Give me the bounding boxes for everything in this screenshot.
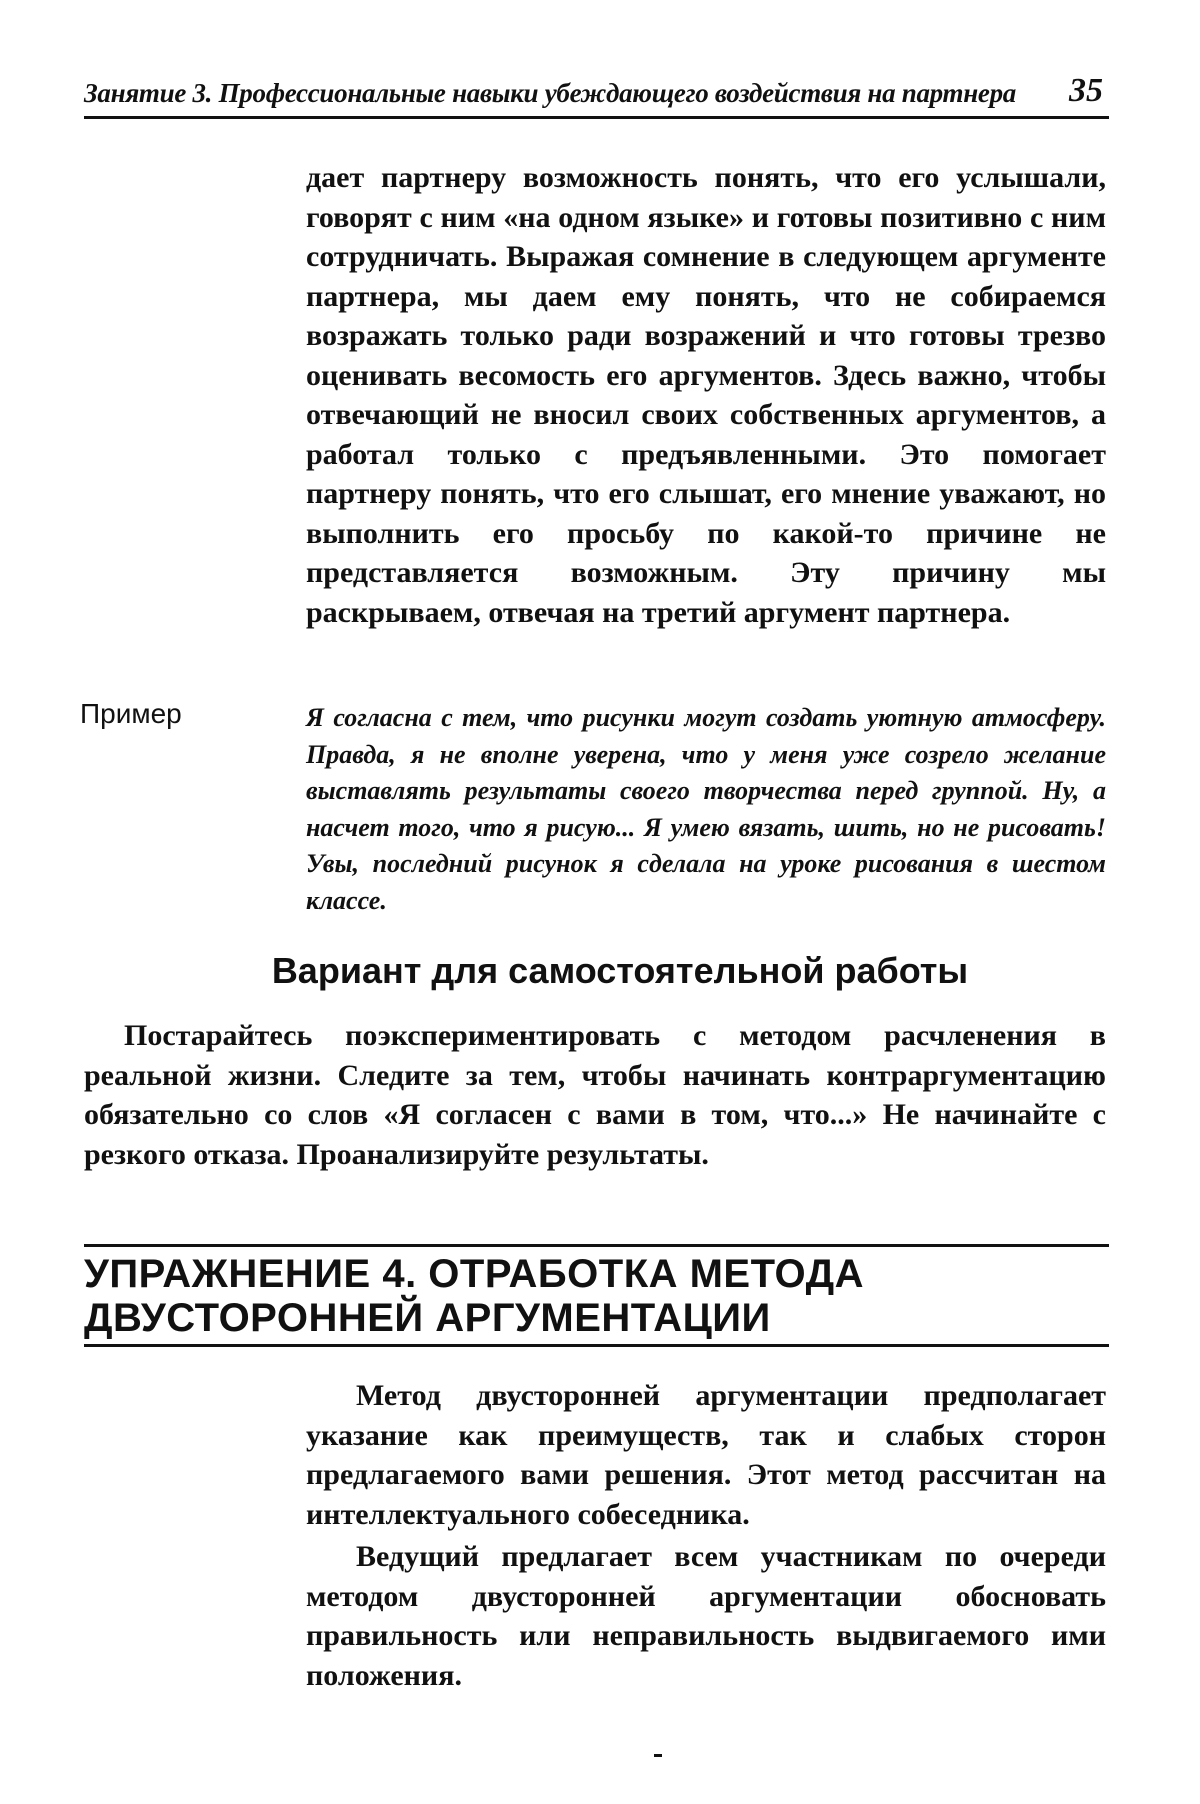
book-page <box>0 0 1200 1804</box>
exercise-top-rule <box>84 1244 1109 1247</box>
example-label: Пример <box>80 698 182 730</box>
print-mark <box>654 1754 662 1757</box>
method-paragraph-1: Метод двусторонней аргументации предполагает указание как преимуществ, так и слабых сторон предлагаемого вами решения. Этот метод рассчитан на интеллектуального собеседника. <box>306 1376 1106 1534</box>
exercise-title <box>84 1252 1109 1340</box>
exercise-bottom-rule <box>84 1344 1109 1347</box>
example-text: Я согласна с тем, что рисунки могут создать уютную атмосферу. Правда, я не вполне уверена, что у меня уже созрело желание выставлять результаты своего творчества перед группой. Ну, а насчет того, что я рисую... Я умею вязать, шить, но не рисовать! Увы, последний рисунок я сделала на уроке рисования в шестом классе. <box>306 700 1106 919</box>
exercise-title-line-2: ДВУСТОРОННЕЙ АРГУМЕНТАЦИИ <box>84 1296 1109 1340</box>
running-title: Занятие 3. Профессиональные навыки убеждающего воздействия на партнера <box>84 78 1016 109</box>
main-paragraph: дает партнеру возможность понять, что его услышали, говорят с ним «на одном языке» и готовы позитивно с ним сотрудничать. Выражая сомнение в следующем аргументе партнера, мы даем ему понять, что не собираемся возражать только ради возражений и что готовы трезво оценивать весомость его аргументов. Здесь важно, чтобы отвечающий не вносил своих собственных аргументов, а работал только с предъявленными. Это помогает партнеру понять, что его слышат, его мнение уважают, но выполнить его просьбу по какой-то причине не представляется возможным. Эту причину мы раскрываем, отвечая на третий аргумент партнера. <box>306 158 1106 632</box>
method-paragraph-2: Ведущий предлагает всем участникам по очереди методом двусторонней аргументации обосновать правильность или неправильность выдвигаемого ими положения. <box>306 1537 1106 1695</box>
page-number: 35 <box>1069 72 1103 110</box>
exercise-title-line-1: УПРАЖНЕНИЕ 4. ОТРАБОТКА МЕТОДА <box>84 1252 1109 1296</box>
self-work-heading-text: Вариант для самостоятельной работы <box>232 950 968 991</box>
running-header <box>84 72 1109 119</box>
self-work-heading <box>0 950 1200 992</box>
self-work-paragraph: Постарайтесь поэкспериментировать с методом расчленения в реальной жизни. Следите за тем, чтобы начинать контраргументацию обязательно со слов «Я согласен с вами в том, что...» Не начинайте с резкого отказа. Проанализируйте результаты. <box>84 1016 1106 1174</box>
